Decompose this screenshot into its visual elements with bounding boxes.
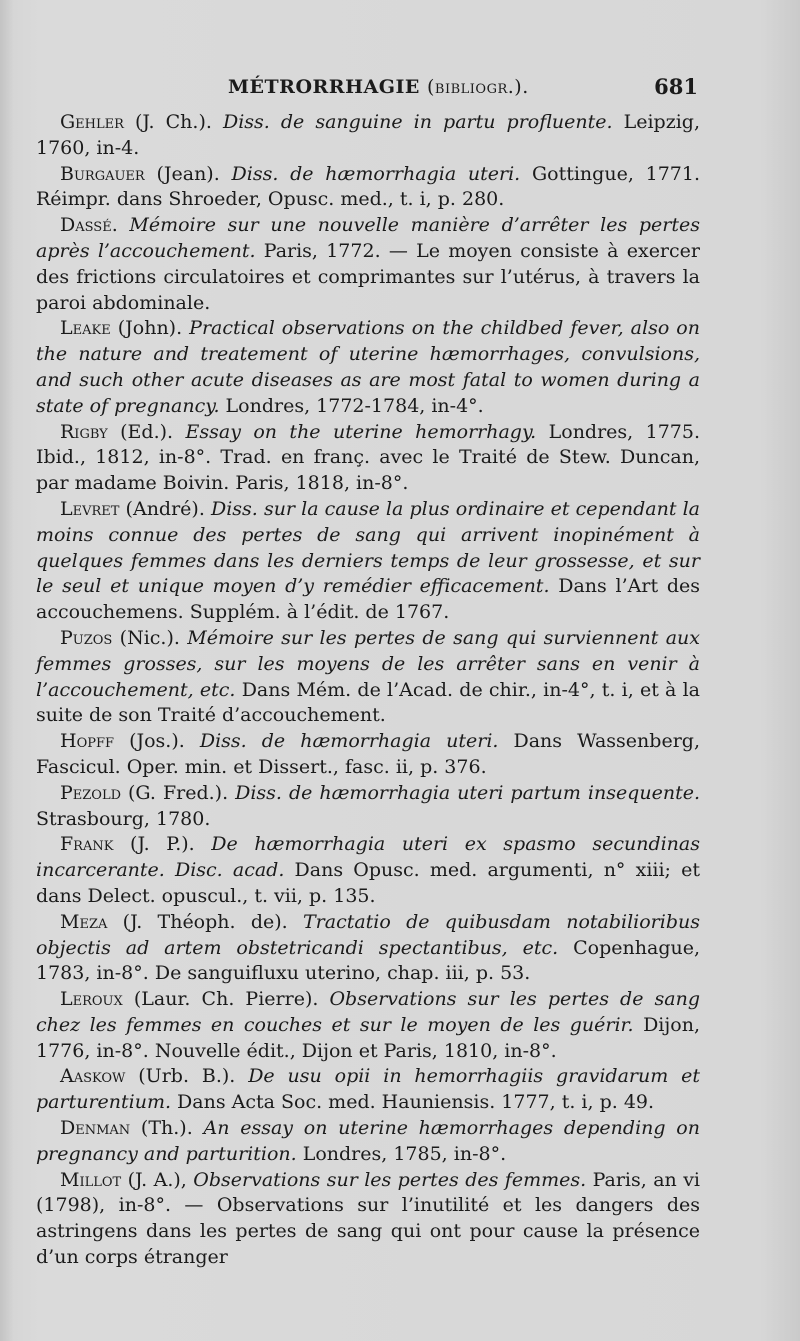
entry-title: Diss. de sanguine in partu profluente. xyxy=(222,111,613,133)
entry-publication: Dans Acta Soc. med. Hauniensis. 1777, t. i, p. 49. xyxy=(171,1091,655,1114)
entry-author: Puzos xyxy=(60,626,113,649)
entry-title: Mémoire sur les pertes de sang qui surviennent aux femmes grosses, sur les moyens de les arrêter sans en venir à l’accouchement, etc. xyxy=(36,626,701,701)
entry-author: Denman xyxy=(60,1117,131,1140)
entry-publication: Dans Mém. de l’Acad. de chir., in-4°, t. i, et à la suite de son Traité d’accouchement. xyxy=(36,678,700,727)
entry-author: Leroux xyxy=(60,988,123,1011)
bibliography-entry xyxy=(36,626,700,729)
entry-author: Frank xyxy=(60,833,114,856)
entry-given-name: (J. P.). xyxy=(113,833,212,856)
entry-title: Observations sur les pertes de sang chez les femmes en couches et sur le moyen de les guérir. xyxy=(36,988,700,1036)
entry-title: Tractatio de quibusdam notabilioribus objectis ad artem obstetricandi spectantibus, etc. xyxy=(36,910,700,959)
bibliography-entry xyxy=(36,987,700,1064)
entry-publication: Dijon, 1776, in-8°. Nouvelle édit., Dijon et Paris, 1810, in-8°. xyxy=(36,1013,700,1062)
entry-title: Diss. de hæmorrhagia uteri. xyxy=(199,730,499,753)
entry-title: De usu opii in hemorrhagiis gravidarum et parturentium. xyxy=(36,1065,700,1114)
bibliography-entry xyxy=(36,110,700,162)
entry-given-name: (Ed.). xyxy=(107,420,186,443)
entry-given-name: (André). xyxy=(119,497,211,520)
entry-publication: Dans Opusc. med. argumenti, n° xiii; et dans Delect. opuscul., t. vii, p. 135. xyxy=(36,859,700,907)
entry-author: Levret xyxy=(60,497,120,520)
entry-publication: Gottingue, 1771. Réimpr. dans Shroeder, Opusc. med., t. i, p. 280. xyxy=(36,162,701,211)
entry-given-name: (John). xyxy=(110,317,190,340)
entry-given-name: (J. A.), xyxy=(121,1168,194,1191)
entry-title: Diss. de hæmorrhagia uteri partum insequente. xyxy=(235,781,700,804)
entry-title: Practical observations on the childbed fever, also on the nature and treatement of uterine hæmorrhages, convulsions, and such other acute diseases as are most fatal to women during a state of pregnancy. xyxy=(36,317,700,417)
entry-publication: Leipzig, 1760, in-4. xyxy=(36,111,700,159)
entry-author: Dassé xyxy=(60,214,112,237)
entry-publication: Londres, 1772-1784, in-4°. xyxy=(219,394,484,417)
entry-title: Essay on the uterine hemorrhagy. xyxy=(185,420,537,443)
entry-given-name: (Laur. Ch. Pierre). xyxy=(122,988,330,1011)
bibliography-entry xyxy=(36,316,700,419)
entry-given-name: . xyxy=(111,214,130,237)
entry-title: Observations sur les pertes des femmes. xyxy=(193,1168,587,1191)
bibliography-entry xyxy=(36,420,700,497)
entry-author: Aaskow xyxy=(60,1065,126,1088)
entry-publication: Dans Wassenberg, Fascicul. Oper. min. et Dissert., fasc. ii, p. 376. xyxy=(36,730,700,778)
entry-author: Leake xyxy=(60,317,111,340)
bibliography-entry xyxy=(36,162,700,214)
entry-publication: Londres, 1775. Ibid., 1812, in-8°. Trad. en franç. avec le Traité de Stew. Duncan, par madame Boivin. Paris, 1818, in-8°. xyxy=(36,420,701,495)
page-number: 681 xyxy=(654,74,698,99)
entry-title: Diss. sur la cause la plus ordinaire et cependant la moins connue des pertes de sang qui arrivent inopinément à quelques femmes dans les derniers temps de leur grossesse, et sur le seul et unique moyen d’y remédier efficacement. xyxy=(36,497,700,598)
bibliography-entry xyxy=(36,497,700,626)
entry-title: An essay on uterine hæmorrhages depending on pregnancy and parturition. xyxy=(36,1117,700,1165)
entry-author: Burgauer xyxy=(60,162,145,185)
bibliography-entry xyxy=(36,1168,700,1271)
entry-author: Millot xyxy=(60,1168,122,1191)
entry-author: Meza xyxy=(60,910,108,933)
entry-publication: Londres, 1785, in-8°. xyxy=(296,1142,507,1165)
entry-author: Hopff xyxy=(60,730,115,753)
entry-author: Gehler xyxy=(60,111,124,133)
entry-publication: Paris, 1772. — Le moyen consiste à exercer des frictions circulatoires et comprimantes sur l’utérus, à travers la paroi abdominale. xyxy=(36,239,700,314)
entry-author: Rigby xyxy=(60,420,108,443)
running-header xyxy=(36,74,700,104)
entry-publication: Paris, an vi (1798), in-8°. — Observations sur l’inutilité et les dangers des astringens dans les pertes de sang qui ont pour cause la présence d’un corps étranger xyxy=(36,1168,700,1269)
entry-given-name: (J. Théoph. de). xyxy=(107,910,303,933)
entry-given-name: (Jean). xyxy=(144,162,232,185)
bibliography-list xyxy=(36,110,700,1271)
running-title: MÉTRORRHAGIE (bibliogr.). xyxy=(228,76,529,98)
bibliography-entry xyxy=(36,832,700,909)
entry-given-name: (Urb. B.). xyxy=(125,1065,249,1088)
entry-given-name: (J. Ch.). xyxy=(123,111,223,133)
entry-title: Diss. de hæmorrhagia uteri. xyxy=(231,162,521,185)
entry-publication: Dans l’Art des accouchemens. Supplém. à l’édit. de 1767. xyxy=(36,575,700,624)
bibliography-entry xyxy=(36,1064,700,1116)
bibliography-entry xyxy=(36,781,700,833)
entry-publication: Copenhague, 1783, in-8°. De sanguifluxu uterino, chap. iii, p. 53. xyxy=(36,936,700,985)
bibliography-entry xyxy=(36,910,700,987)
bibliography-entry xyxy=(36,213,700,316)
running-subtitle: (bibliogr.). xyxy=(427,76,529,98)
bibliography-entry xyxy=(36,1116,700,1168)
entry-given-name: (Th.). xyxy=(130,1117,204,1140)
bibliography-entry xyxy=(36,729,700,781)
entry-publication: Strasbourg, 1780. xyxy=(36,807,211,830)
entry-title: Mémoire sur une nouvelle manière d’arrêter les pertes après l’accouchement. xyxy=(36,214,700,262)
entry-author: Pezold xyxy=(60,781,122,804)
entry-given-name: (Jos.). xyxy=(114,730,200,753)
entry-title: De hæmorrhagia uteri ex spasmo secundinas incarcerante. Disc. acad. xyxy=(36,833,700,882)
entry-given-name: (G. Fred.). xyxy=(121,781,236,804)
entry-given-name: (Nic.). xyxy=(112,626,188,649)
